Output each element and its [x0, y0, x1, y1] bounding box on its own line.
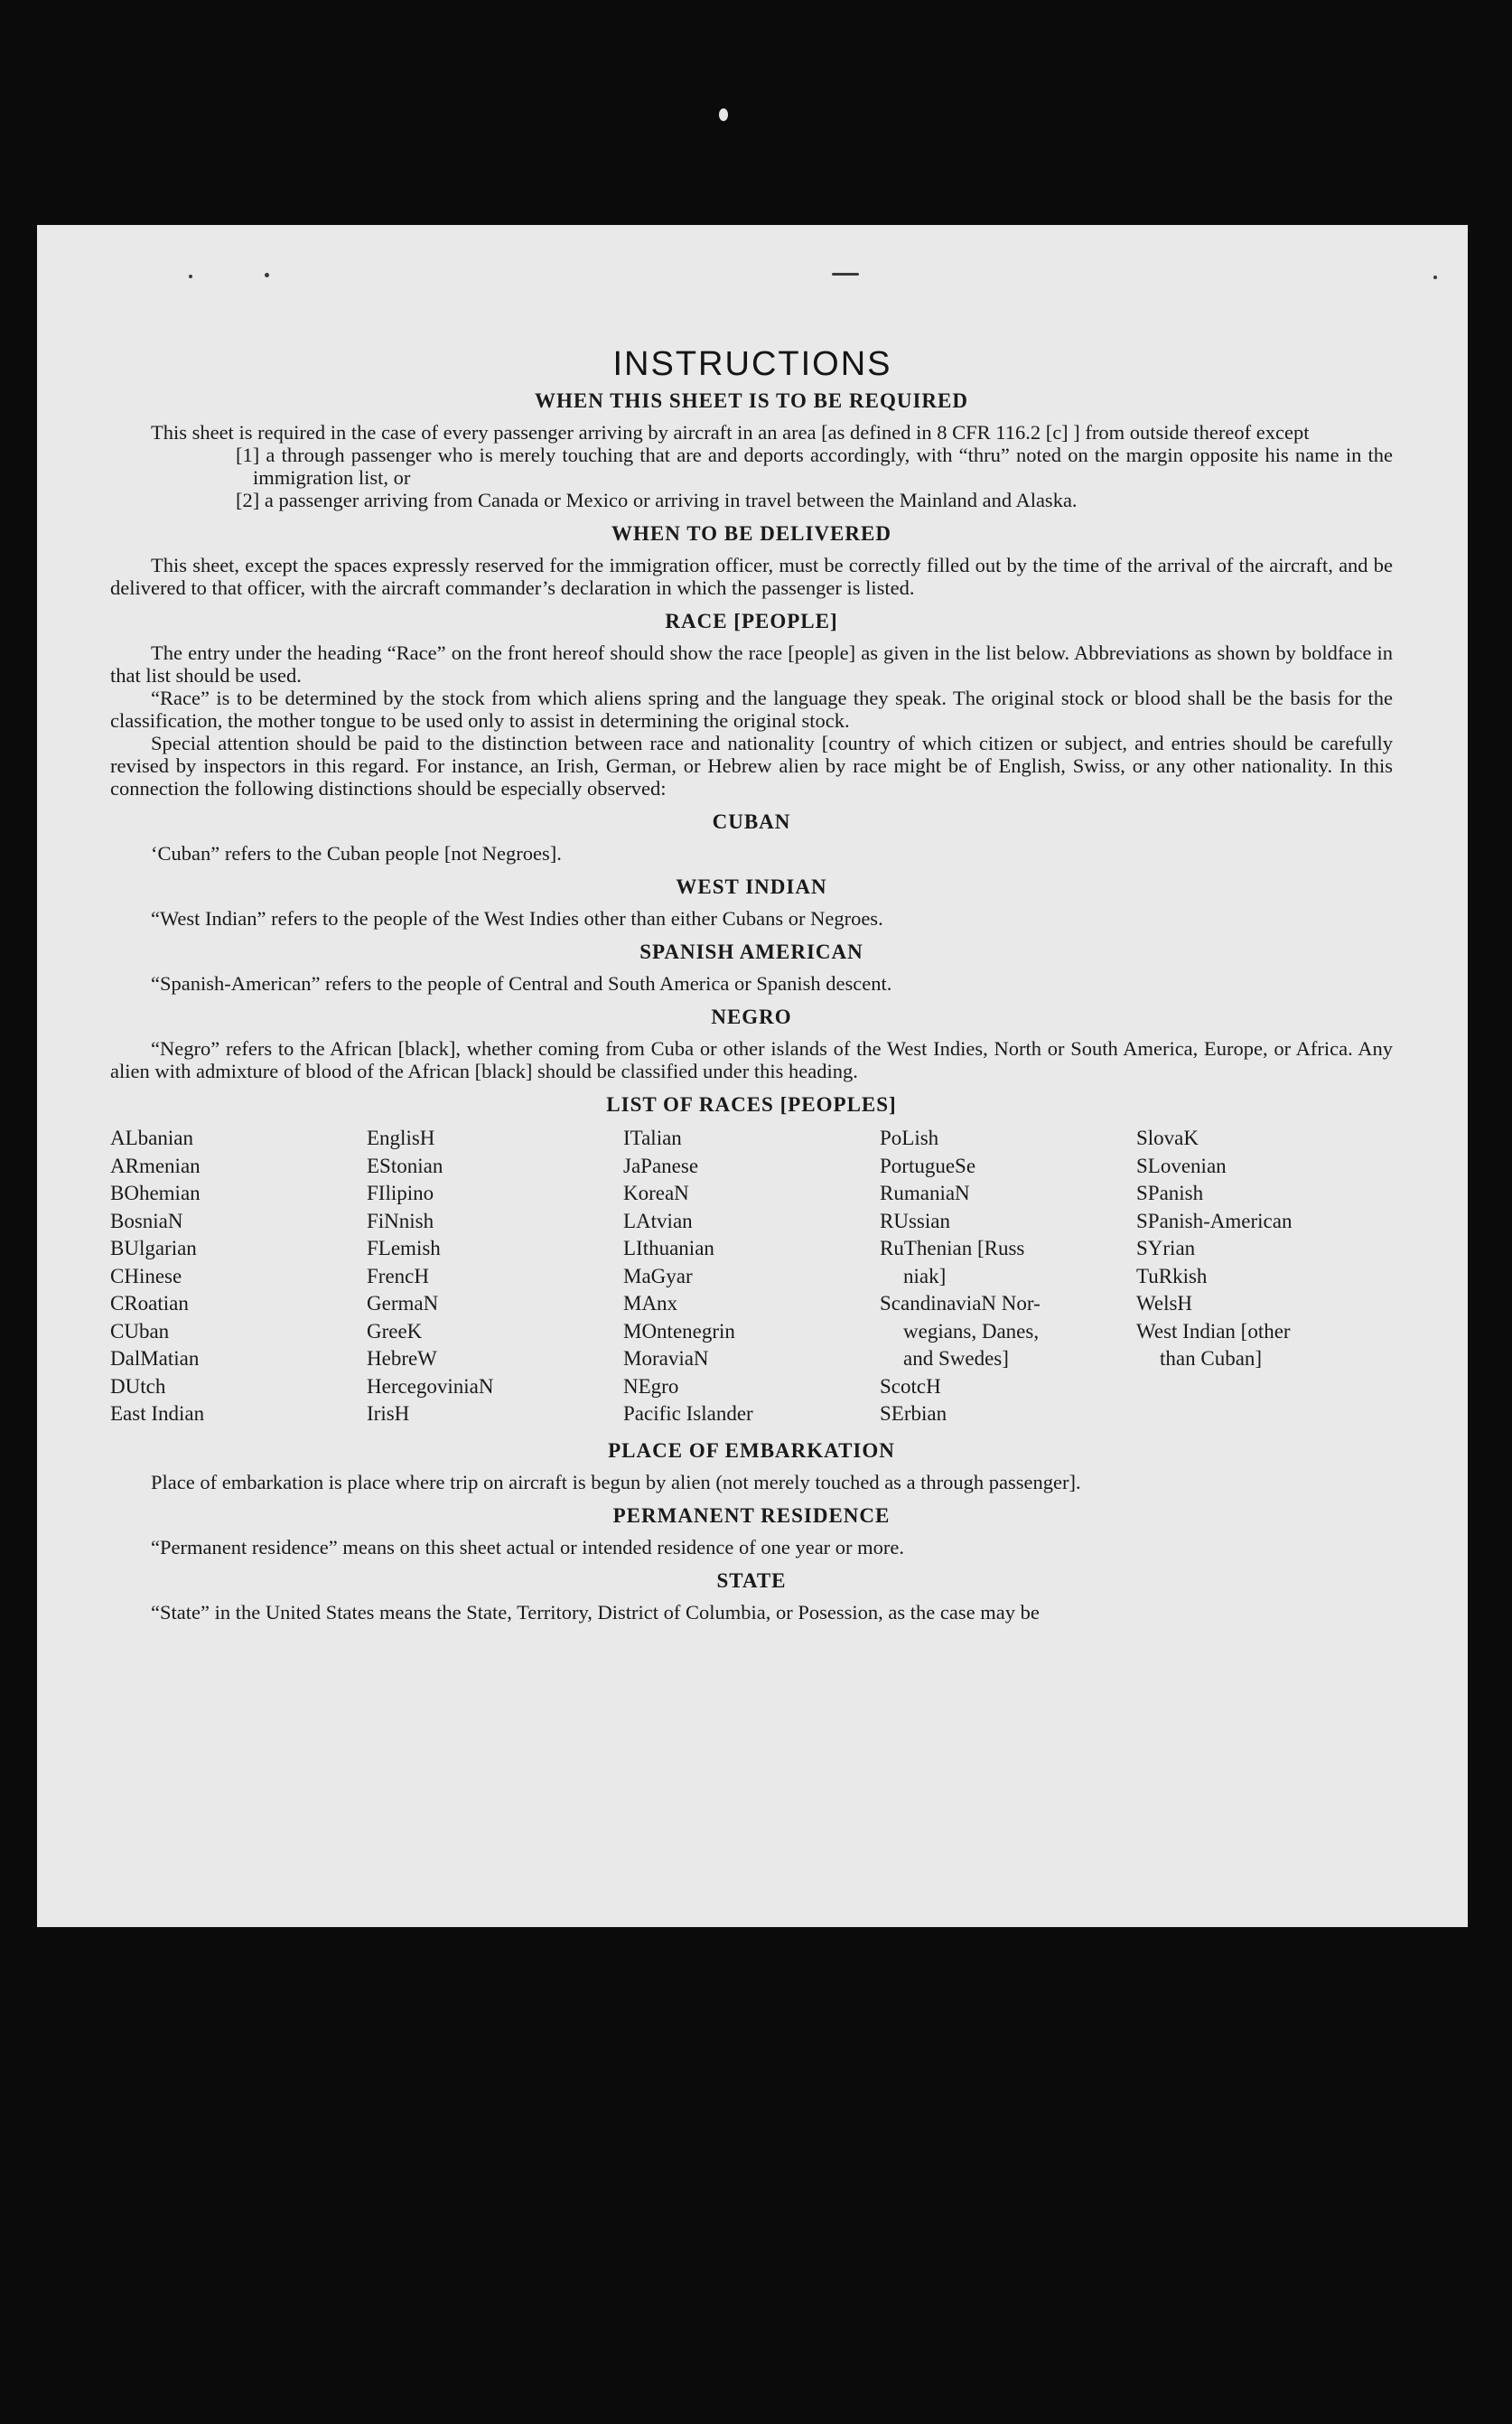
- race-item-continuation: wegians, Danes,: [903, 1319, 1040, 1343]
- section-heading-west-indian: WEST INDIAN: [676, 875, 827, 898]
- race-item: NEgro: [623, 1374, 679, 1398]
- paragraph-negro: “Negro” refers to the African [black], whether coming from Cuba or other islands of the West Indies, North or South America, Europe, or Africa. Any alien with admixture of blood of the African [black] should be classified under this heading.: [110, 1037, 1393, 1082]
- exception-item-1: [1] a through passenger who is merely touching that are and deports accordingly, with “thru” noted on the margin opposite his name in the immigration list, or: [236, 444, 1393, 489]
- race-item: ARmenian: [110, 1154, 201, 1177]
- race-item: SErbian: [880, 1402, 947, 1425]
- race-item: JaPanese: [623, 1154, 699, 1177]
- race-item: West Indian [other: [1136, 1319, 1291, 1343]
- race-item: ScandinaviaN Nor-: [880, 1292, 1041, 1315]
- race-item: LAtvian: [623, 1209, 693, 1232]
- race-item: WelsH: [1136, 1292, 1193, 1315]
- race-item-continuation: and Swedes]: [903, 1347, 1009, 1370]
- race-item: BOhemian: [110, 1182, 201, 1204]
- race-item: FrencH: [367, 1264, 429, 1287]
- race-item: FLemish: [367, 1237, 441, 1259]
- race-item: SLovenian: [1136, 1154, 1227, 1177]
- exception-item-2: [2] a passenger arriving from Canada or Mexico or arriving in travel between the Mainland and Alaska.: [236, 489, 1078, 511]
- race-item: ITalian: [623, 1127, 682, 1149]
- paragraph-cuban: ‘Cuban” refers to the Cuban people [not Negroes].: [151, 842, 562, 865]
- race-item: CRoatian: [110, 1292, 189, 1315]
- document-sheet: [37, 225, 1468, 1927]
- paragraph-spanish-american: “Spanish-American” refers to the people of Central and South America or Spanish descent.: [151, 972, 892, 995]
- race-item: PoLish: [880, 1127, 939, 1149]
- race-item: DalMatian: [110, 1347, 200, 1370]
- paragraph-delivered: This sheet, except the spaces expressly reserved for the immigration officer, must be correctly filled out by the time of the arrival of the aircraft, and be delivered to that officer, with the aircraft commander’s declaration in which the passenger is listed.: [110, 554, 1393, 599]
- paragraph-required: This sheet is required in the case of every passenger arriving by aircraft in an area [as defined in 8 CFR 116.2 [c] ] from outside thereof except: [151, 421, 1310, 444]
- races-column-3: [623, 1125, 880, 1428]
- race-item: EnglisH: [367, 1127, 435, 1149]
- race-item: BUlgarian: [110, 1237, 197, 1259]
- race-item-continuation: than Cuban]: [1160, 1347, 1263, 1370]
- race-item: CHinese: [110, 1264, 182, 1287]
- page-title: INSTRUCTIONS: [612, 345, 892, 383]
- race-item: GreeK: [367, 1319, 423, 1343]
- paragraph-race-1: The entry under the heading “Race” on the front hereof should show the race [people] as given in the list below. Abbreviations as shown by boldface in that list should be used.: [110, 641, 1393, 687]
- paragraph-permanent-residence: “Permanent residence” means on this sheet actual or intended residence of one year or more.: [151, 1535, 905, 1558]
- scan-mark: [265, 273, 269, 277]
- race-item: LIthuanian: [623, 1237, 714, 1259]
- races-column-2: [367, 1125, 623, 1428]
- paragraph-race-3: Special attention should be paid to the distinction between race and nationality [country of which citizen or subject, and entries should be carefully revised by inspectors in this regard. For instance, an Irish, German, or Hebrew alien by race might be of English, Swiss, or any other nationality. In this connection the following distinctions should be especially observed:: [110, 732, 1393, 800]
- section-heading-state: STATE: [716, 1568, 787, 1592]
- race-item: RumaniaN: [880, 1182, 970, 1204]
- race-item: SPanish: [1136, 1182, 1204, 1204]
- race-item: RUssian: [880, 1209, 950, 1232]
- race-item: FiNnish: [367, 1209, 434, 1232]
- race-item: Pacific Islander: [623, 1402, 753, 1425]
- section-heading-cuban: CUBAN: [712, 810, 791, 833]
- scan-mark: [189, 275, 192, 278]
- race-item: HercegoviniaN: [367, 1374, 494, 1398]
- section-heading-delivered: WHEN TO BE DELIVERED: [611, 522, 891, 545]
- race-item: ALbanian: [110, 1127, 193, 1149]
- section-heading-permanent-residence: PERMANENT RESIDENCE: [612, 1503, 891, 1527]
- race-item: East Indian: [110, 1402, 205, 1425]
- races-column-5: [1136, 1125, 1393, 1428]
- race-item: SPanish-American: [1136, 1209, 1293, 1232]
- paragraph-embarkation: Place of embarkation is place where trip on aircraft is begun by alien (not merely touched as a through passenger].: [151, 1470, 1081, 1493]
- races-list: [110, 1125, 1393, 1428]
- scan-speck: [719, 108, 728, 121]
- race-item: MOntenegrin: [623, 1319, 735, 1343]
- section-heading-race: RACE [PEOPLE]: [665, 610, 838, 632]
- race-item: KoreaN: [623, 1182, 689, 1204]
- race-item: ScotcH: [880, 1374, 941, 1398]
- scan-mark: [1433, 276, 1437, 279]
- section-heading-required: WHEN THIS SHEET IS TO BE REQUIRED: [535, 389, 968, 412]
- section-heading-embarkation: PLACE OF EMBARKATION: [608, 1438, 895, 1462]
- race-item: RuThenian [Russ: [880, 1237, 1025, 1259]
- race-item: GermaN: [367, 1292, 439, 1315]
- race-item: HebreW: [367, 1347, 437, 1370]
- race-item: MaGyar: [623, 1264, 693, 1287]
- races-column-1: [110, 1125, 367, 1428]
- race-item: SYrian: [1136, 1237, 1196, 1259]
- paragraph-west-indian: “West Indian” refers to the people of the West Indies other than either Cubans or Negroes.: [151, 907, 883, 930]
- race-item: EStonian: [367, 1154, 443, 1177]
- section-heading-negro: NEGRO: [711, 1006, 792, 1028]
- race-item: SlovaK: [1136, 1127, 1199, 1149]
- race-item: PortugueSe: [880, 1154, 976, 1177]
- paragraph-state: “State” in the United States means the State, Territory, District of Columbia, or Posession, as the case may be: [151, 1600, 1040, 1624]
- races-column-4: [880, 1125, 1136, 1428]
- race-item: MAnx: [623, 1292, 678, 1315]
- race-item: MoraviaN: [623, 1347, 709, 1370]
- race-item: DUtch: [110, 1374, 166, 1398]
- race-item: IrisH: [367, 1402, 410, 1425]
- paragraph-race-2: “Race” is to be determined by the stock from which aliens spring and the language they speak. The original stock or blood shall be the basis for the classification, the mother tongue to be used only to assist in determining the original stock.: [110, 687, 1393, 732]
- race-item-continuation: niak]: [903, 1264, 947, 1287]
- race-item: TuRkish: [1136, 1264, 1208, 1287]
- race-item: CUban: [110, 1319, 170, 1343]
- race-item: BosniaN: [110, 1209, 183, 1232]
- race-item: FIlipino: [367, 1182, 434, 1204]
- section-heading-races-list: LIST OF RACES [PEOPLES]: [606, 1093, 897, 1116]
- section-heading-spanish-american: SPANISH AMERICAN: [639, 941, 863, 963]
- scan-mark: [832, 273, 859, 276]
- instructions-body: [110, 386, 1393, 1624]
